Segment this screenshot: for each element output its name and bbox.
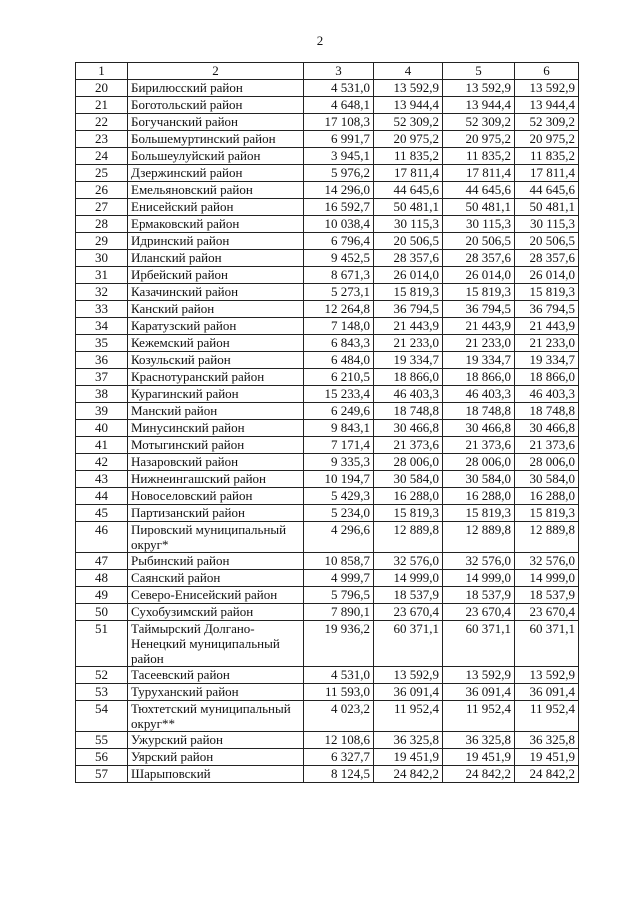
value-col-3: 7 890,1 xyxy=(304,604,374,621)
value-col-3: 4 023,2 xyxy=(304,701,374,732)
value-col-3: 6 249,6 xyxy=(304,403,374,420)
row-number: 30 xyxy=(76,250,128,267)
district-name: Канский район xyxy=(128,301,304,318)
district-name: Ирбейский район xyxy=(128,267,304,284)
value-col-4: 20 506,5 xyxy=(374,233,443,250)
value-col-4: 28 006,0 xyxy=(374,454,443,471)
value-col-4: 16 288,0 xyxy=(374,488,443,505)
value-col-4: 18 866,0 xyxy=(374,369,443,386)
value-col-5: 36 325,8 xyxy=(443,732,515,749)
value-col-3: 7 148,0 xyxy=(304,318,374,335)
row-number: 56 xyxy=(76,749,128,766)
value-col-6: 18 537,9 xyxy=(515,587,579,604)
row-number: 39 xyxy=(76,403,128,420)
value-col-4: 13 592,9 xyxy=(374,80,443,97)
value-col-3: 4 531,0 xyxy=(304,667,374,684)
column-header: 1 xyxy=(76,63,128,80)
value-col-3: 6 484,0 xyxy=(304,352,374,369)
district-name: Ужурский район xyxy=(128,732,304,749)
value-col-5: 19 451,9 xyxy=(443,749,515,766)
value-col-5: 12 889,8 xyxy=(443,522,515,553)
district-name: Рыбинский район xyxy=(128,553,304,570)
table-row xyxy=(76,488,579,505)
value-col-4: 13 944,4 xyxy=(374,97,443,114)
table-row xyxy=(76,732,579,749)
value-col-6: 21 373,6 xyxy=(515,437,579,454)
value-col-6: 11 835,2 xyxy=(515,148,579,165)
row-number: 44 xyxy=(76,488,128,505)
table-header-row xyxy=(76,63,579,80)
value-col-4: 21 443,9 xyxy=(374,318,443,335)
table-row xyxy=(76,148,579,165)
value-col-3: 5 273,1 xyxy=(304,284,374,301)
district-name: Каратузский район xyxy=(128,318,304,335)
table-row xyxy=(76,216,579,233)
value-col-5: 20 975,2 xyxy=(443,131,515,148)
row-number: 34 xyxy=(76,318,128,335)
table-row xyxy=(76,352,579,369)
table-row xyxy=(76,114,579,131)
value-col-3: 14 296,0 xyxy=(304,182,374,199)
value-col-5: 36 091,4 xyxy=(443,684,515,701)
value-col-3: 4 999,7 xyxy=(304,570,374,587)
value-col-3: 6 327,7 xyxy=(304,749,374,766)
table-row xyxy=(76,570,579,587)
row-number: 32 xyxy=(76,284,128,301)
value-col-5: 26 014,0 xyxy=(443,267,515,284)
value-col-6: 18 866,0 xyxy=(515,369,579,386)
row-number: 23 xyxy=(76,131,128,148)
district-name: Большеулуйский район xyxy=(128,148,304,165)
value-col-4: 14 999,0 xyxy=(374,570,443,587)
value-col-6: 36 325,8 xyxy=(515,732,579,749)
table-row xyxy=(76,369,579,386)
value-col-5: 50 481,1 xyxy=(443,199,515,216)
row-number: 22 xyxy=(76,114,128,131)
value-col-5: 19 334,7 xyxy=(443,352,515,369)
value-col-6: 26 014,0 xyxy=(515,267,579,284)
value-col-5: 20 506,5 xyxy=(443,233,515,250)
value-col-6: 17 811,4 xyxy=(515,165,579,182)
value-col-4: 21 233,0 xyxy=(374,335,443,352)
district-name: Таймырский Долгано-Ненецкий муниципальный район xyxy=(128,621,304,667)
table-row xyxy=(76,684,579,701)
row-number: 52 xyxy=(76,667,128,684)
district-name: Идринский район xyxy=(128,233,304,250)
table-row xyxy=(76,386,579,403)
value-col-3: 7 171,4 xyxy=(304,437,374,454)
district-name: Тюхтетский муниципальный округ** xyxy=(128,701,304,732)
value-col-3: 10 858,7 xyxy=(304,553,374,570)
value-col-4: 17 811,4 xyxy=(374,165,443,182)
district-table xyxy=(75,62,579,783)
table-row xyxy=(76,131,579,148)
value-col-6: 60 371,1 xyxy=(515,621,579,667)
table-row xyxy=(76,604,579,621)
value-col-6: 44 645,6 xyxy=(515,182,579,199)
district-name: Сухобузимский район xyxy=(128,604,304,621)
column-header: 5 xyxy=(443,63,515,80)
value-col-4: 60 371,1 xyxy=(374,621,443,667)
value-col-5: 18 537,9 xyxy=(443,587,515,604)
column-header: 6 xyxy=(515,63,579,80)
value-col-6: 12 889,8 xyxy=(515,522,579,553)
district-name: Уярский район xyxy=(128,749,304,766)
value-col-4: 36 325,8 xyxy=(374,732,443,749)
table-row xyxy=(76,621,579,667)
value-col-4: 12 889,8 xyxy=(374,522,443,553)
row-number: 49 xyxy=(76,587,128,604)
value-col-5: 14 999,0 xyxy=(443,570,515,587)
row-number: 53 xyxy=(76,684,128,701)
row-number: 28 xyxy=(76,216,128,233)
value-col-3: 3 945,1 xyxy=(304,148,374,165)
value-col-3: 8 671,3 xyxy=(304,267,374,284)
value-col-5: 15 819,3 xyxy=(443,284,515,301)
value-col-5: 21 443,9 xyxy=(443,318,515,335)
value-col-5: 17 811,4 xyxy=(443,165,515,182)
row-number: 41 xyxy=(76,437,128,454)
table-row xyxy=(76,80,579,97)
table-row xyxy=(76,335,579,352)
row-number: 26 xyxy=(76,182,128,199)
value-col-3: 6 843,3 xyxy=(304,335,374,352)
value-col-5: 11 952,4 xyxy=(443,701,515,732)
value-col-3: 5 976,2 xyxy=(304,165,374,182)
value-col-6: 15 819,3 xyxy=(515,505,579,522)
value-col-5: 46 403,3 xyxy=(443,386,515,403)
value-col-6: 30 584,0 xyxy=(515,471,579,488)
row-number: 45 xyxy=(76,505,128,522)
value-col-6: 30 115,3 xyxy=(515,216,579,233)
value-col-4: 19 334,7 xyxy=(374,352,443,369)
row-number: 27 xyxy=(76,199,128,216)
value-col-6: 19 451,9 xyxy=(515,749,579,766)
value-col-5: 24 842,2 xyxy=(443,766,515,783)
table-row xyxy=(76,437,579,454)
value-col-4: 19 451,9 xyxy=(374,749,443,766)
value-col-3: 6 210,5 xyxy=(304,369,374,386)
value-col-5: 30 115,3 xyxy=(443,216,515,233)
district-name: Боготольский район xyxy=(128,97,304,114)
table-row xyxy=(76,749,579,766)
value-col-4: 30 115,3 xyxy=(374,216,443,233)
value-col-6: 13 592,9 xyxy=(515,80,579,97)
value-col-5: 36 794,5 xyxy=(443,301,515,318)
district-name: Краснотуранский район xyxy=(128,369,304,386)
district-name: Новоселовский район xyxy=(128,488,304,505)
row-number: 47 xyxy=(76,553,128,570)
value-col-5: 30 584,0 xyxy=(443,471,515,488)
value-col-3: 5 429,3 xyxy=(304,488,374,505)
value-col-6: 14 999,0 xyxy=(515,570,579,587)
value-col-6: 18 748,8 xyxy=(515,403,579,420)
row-number: 48 xyxy=(76,570,128,587)
district-name: Назаровский район xyxy=(128,454,304,471)
value-col-4: 44 645,6 xyxy=(374,182,443,199)
table-row xyxy=(76,233,579,250)
row-number: 21 xyxy=(76,97,128,114)
table-row xyxy=(76,301,579,318)
column-header: 2 xyxy=(128,63,304,80)
value-col-6: 36 794,5 xyxy=(515,301,579,318)
value-col-3: 9 335,3 xyxy=(304,454,374,471)
value-col-3: 6 991,7 xyxy=(304,131,374,148)
district-name: Нижнеингашский район xyxy=(128,471,304,488)
value-col-6: 28 006,0 xyxy=(515,454,579,471)
table-row xyxy=(76,587,579,604)
value-col-5: 28 006,0 xyxy=(443,454,515,471)
value-col-6: 24 842,2 xyxy=(515,766,579,783)
district-name: Партизанский район xyxy=(128,505,304,522)
table-row xyxy=(76,250,579,267)
row-number: 36 xyxy=(76,352,128,369)
district-name: Казачинский район xyxy=(128,284,304,301)
value-col-4: 11 952,4 xyxy=(374,701,443,732)
table-row xyxy=(76,701,579,732)
value-col-4: 36 091,4 xyxy=(374,684,443,701)
value-col-3: 16 592,7 xyxy=(304,199,374,216)
row-number: 38 xyxy=(76,386,128,403)
value-col-4: 52 309,2 xyxy=(374,114,443,131)
table-row xyxy=(76,403,579,420)
value-col-6: 36 091,4 xyxy=(515,684,579,701)
row-number: 20 xyxy=(76,80,128,97)
value-col-3: 5 796,5 xyxy=(304,587,374,604)
value-col-4: 21 373,6 xyxy=(374,437,443,454)
value-col-4: 13 592,9 xyxy=(374,667,443,684)
value-col-5: 15 819,3 xyxy=(443,505,515,522)
value-col-6: 30 466,8 xyxy=(515,420,579,437)
value-col-5: 13 592,9 xyxy=(443,80,515,97)
table-row xyxy=(76,284,579,301)
table-row xyxy=(76,667,579,684)
value-col-4: 46 403,3 xyxy=(374,386,443,403)
table-row xyxy=(76,165,579,182)
district-name: Саянский район xyxy=(128,570,304,587)
value-col-6: 46 403,3 xyxy=(515,386,579,403)
value-col-3: 19 936,2 xyxy=(304,621,374,667)
value-col-4: 32 576,0 xyxy=(374,553,443,570)
table-row xyxy=(76,182,579,199)
value-col-6: 52 309,2 xyxy=(515,114,579,131)
district-name: Богучанский район xyxy=(128,114,304,131)
table-row xyxy=(76,199,579,216)
value-col-6: 21 443,9 xyxy=(515,318,579,335)
row-number: 24 xyxy=(76,148,128,165)
value-col-4: 28 357,6 xyxy=(374,250,443,267)
value-col-4: 30 584,0 xyxy=(374,471,443,488)
table-row xyxy=(76,454,579,471)
district-name: Иланский район xyxy=(128,250,304,267)
value-col-4: 26 014,0 xyxy=(374,267,443,284)
table-row xyxy=(76,522,579,553)
value-col-6: 23 670,4 xyxy=(515,604,579,621)
column-header: 4 xyxy=(374,63,443,80)
district-name: Бирилюсский район xyxy=(128,80,304,97)
value-col-3: 6 796,4 xyxy=(304,233,374,250)
value-col-6: 20 506,5 xyxy=(515,233,579,250)
value-col-3: 4 296,6 xyxy=(304,522,374,553)
district-name: Козульский район xyxy=(128,352,304,369)
value-col-3: 12 264,8 xyxy=(304,301,374,318)
value-col-4: 36 794,5 xyxy=(374,301,443,318)
value-col-4: 30 466,8 xyxy=(374,420,443,437)
row-number: 43 xyxy=(76,471,128,488)
value-col-6: 11 952,4 xyxy=(515,701,579,732)
value-col-3: 11 593,0 xyxy=(304,684,374,701)
value-col-5: 52 309,2 xyxy=(443,114,515,131)
table-row xyxy=(76,318,579,335)
value-col-6: 13 944,4 xyxy=(515,97,579,114)
value-col-5: 18 866,0 xyxy=(443,369,515,386)
value-col-4: 15 819,3 xyxy=(374,284,443,301)
district-name: Курагинский район xyxy=(128,386,304,403)
district-name: Тасеевский район xyxy=(128,667,304,684)
value-col-5: 23 670,4 xyxy=(443,604,515,621)
value-col-4: 18 537,9 xyxy=(374,587,443,604)
row-number: 54 xyxy=(76,701,128,732)
row-number: 25 xyxy=(76,165,128,182)
value-col-4: 18 748,8 xyxy=(374,403,443,420)
district-name: Минусинский район xyxy=(128,420,304,437)
value-col-5: 11 835,2 xyxy=(443,148,515,165)
value-col-5: 13 592,9 xyxy=(443,667,515,684)
value-col-3: 17 108,3 xyxy=(304,114,374,131)
row-number: 33 xyxy=(76,301,128,318)
district-name: Шарыповский xyxy=(128,766,304,783)
district-name: Туруханский район xyxy=(128,684,304,701)
value-col-6: 15 819,3 xyxy=(515,284,579,301)
district-name: Пировский муниципальный округ* xyxy=(128,522,304,553)
value-col-3: 5 234,0 xyxy=(304,505,374,522)
row-number: 46 xyxy=(76,522,128,553)
value-col-3: 12 108,6 xyxy=(304,732,374,749)
value-col-6: 21 233,0 xyxy=(515,335,579,352)
value-col-6: 16 288,0 xyxy=(515,488,579,505)
table-row xyxy=(76,505,579,522)
value-col-4: 20 975,2 xyxy=(374,131,443,148)
table-row xyxy=(76,267,579,284)
value-col-6: 20 975,2 xyxy=(515,131,579,148)
table-row xyxy=(76,471,579,488)
value-col-3: 15 233,4 xyxy=(304,386,374,403)
row-number: 50 xyxy=(76,604,128,621)
value-col-3: 9 843,1 xyxy=(304,420,374,437)
value-col-5: 21 373,6 xyxy=(443,437,515,454)
value-col-5: 16 288,0 xyxy=(443,488,515,505)
value-col-6: 19 334,7 xyxy=(515,352,579,369)
value-col-5: 30 466,8 xyxy=(443,420,515,437)
value-col-3: 4 648,1 xyxy=(304,97,374,114)
row-number: 51 xyxy=(76,621,128,667)
table-row xyxy=(76,420,579,437)
table-row xyxy=(76,766,579,783)
district-name: Мотыгинский район xyxy=(128,437,304,454)
value-col-3: 9 452,5 xyxy=(304,250,374,267)
table-row xyxy=(76,553,579,570)
value-col-5: 60 371,1 xyxy=(443,621,515,667)
value-col-3: 10 038,4 xyxy=(304,216,374,233)
row-number: 57 xyxy=(76,766,128,783)
district-name: Большемуртинский район xyxy=(128,131,304,148)
value-col-4: 24 842,2 xyxy=(374,766,443,783)
row-number: 42 xyxy=(76,454,128,471)
value-col-6: 32 576,0 xyxy=(515,553,579,570)
column-header: 3 xyxy=(304,63,374,80)
row-number: 40 xyxy=(76,420,128,437)
district-name: Манский район xyxy=(128,403,304,420)
value-col-5: 18 748,8 xyxy=(443,403,515,420)
value-col-4: 23 670,4 xyxy=(374,604,443,621)
district-name: Емельяновский район xyxy=(128,182,304,199)
row-number: 37 xyxy=(76,369,128,386)
row-number: 35 xyxy=(76,335,128,352)
district-name: Енисейский район xyxy=(128,199,304,216)
value-col-6: 50 481,1 xyxy=(515,199,579,216)
value-col-3: 8 124,5 xyxy=(304,766,374,783)
page-number: 2 xyxy=(316,33,324,48)
district-name: Кежемский район xyxy=(128,335,304,352)
district-name: Дзержинский район xyxy=(128,165,304,182)
value-col-4: 15 819,3 xyxy=(374,505,443,522)
row-number: 55 xyxy=(76,732,128,749)
value-col-5: 13 944,4 xyxy=(443,97,515,114)
value-col-6: 28 357,6 xyxy=(515,250,579,267)
value-col-4: 11 835,2 xyxy=(374,148,443,165)
district-name: Ермаковский район xyxy=(128,216,304,233)
value-col-3: 4 531,0 xyxy=(304,80,374,97)
value-col-5: 32 576,0 xyxy=(443,553,515,570)
value-col-5: 21 233,0 xyxy=(443,335,515,352)
value-col-5: 44 645,6 xyxy=(443,182,515,199)
value-col-5: 28 357,6 xyxy=(443,250,515,267)
value-col-6: 13 592,9 xyxy=(515,667,579,684)
value-col-3: 10 194,7 xyxy=(304,471,374,488)
row-number: 29 xyxy=(76,233,128,250)
table-row xyxy=(76,97,579,114)
district-name: Северо-Енисейский район xyxy=(128,587,304,604)
value-col-4: 50 481,1 xyxy=(374,199,443,216)
row-number: 31 xyxy=(76,267,128,284)
